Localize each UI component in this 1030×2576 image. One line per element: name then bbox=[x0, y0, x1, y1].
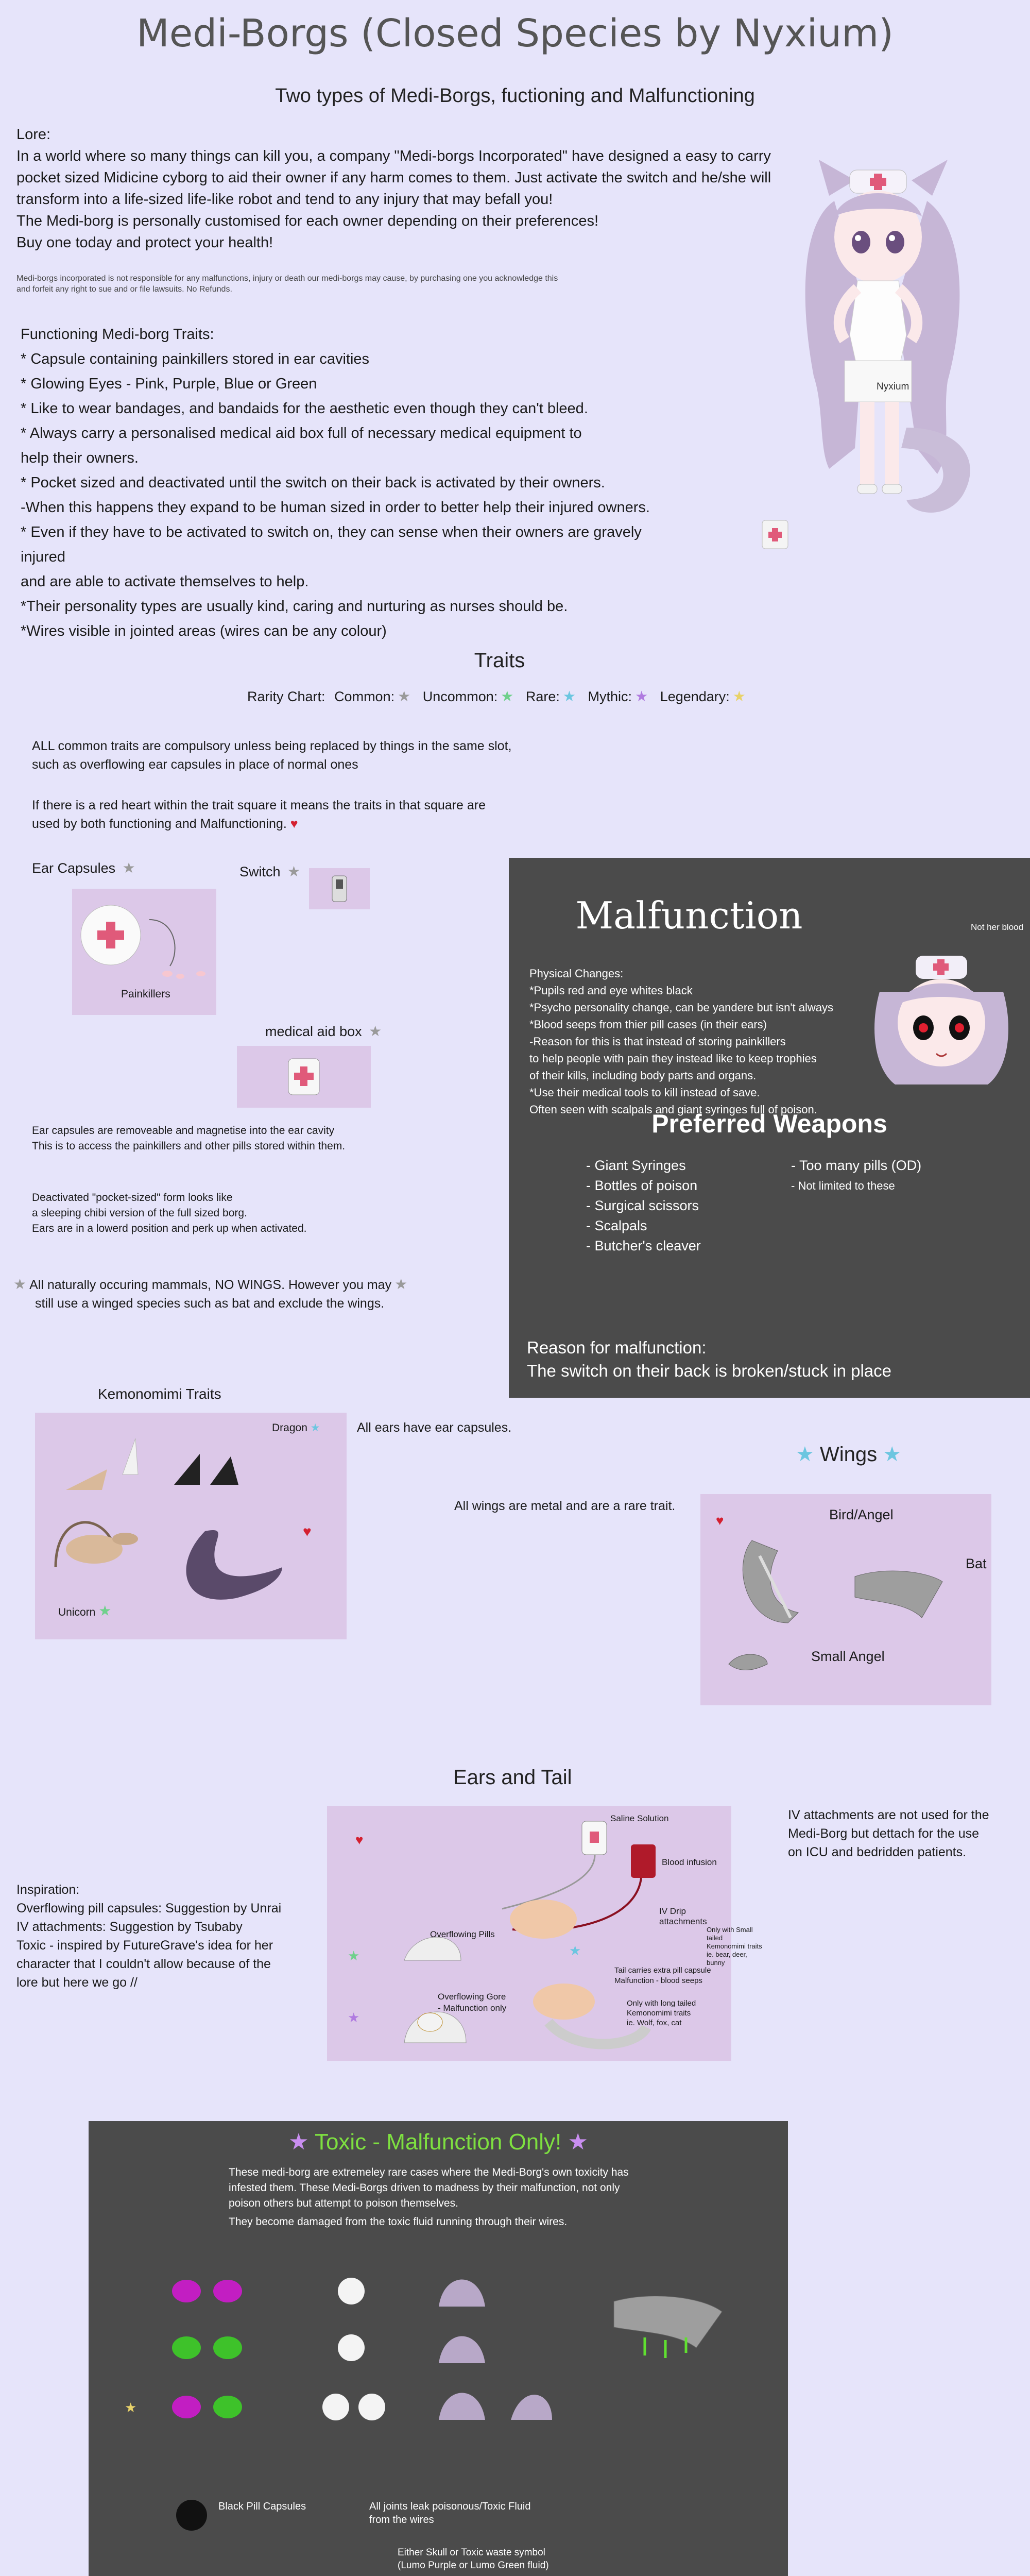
change-line: to help people with pain they instead like to keep trophies bbox=[529, 1052, 817, 1065]
rarity-prefix: Rarity Chart: bbox=[247, 689, 325, 704]
small-angel-label: Small Angel bbox=[811, 1649, 885, 1664]
trait-line: * Pocket sized and deactivated until the switch on their back is activated by their owners. bbox=[21, 474, 605, 491]
switch-panel bbox=[309, 868, 370, 909]
functioning-traits bbox=[21, 322, 690, 643]
common-star-icon: ★ bbox=[122, 860, 135, 876]
functioning-heading: Functioning Medi-borg Traits: bbox=[21, 326, 214, 343]
rarity-uncommon: Uncommon: bbox=[422, 689, 498, 704]
uncommon-star-icon: ★ bbox=[98, 1603, 112, 1619]
lore-line: In a world where so many things can kill you, a company "Medi-borgs Incorporated" have designed a easy to carry bbox=[16, 148, 771, 164]
inspiration-line: IV attachments: Suggestion by Tsubaby bbox=[16, 1920, 243, 1934]
uncommon-star-icon: ★ bbox=[501, 688, 514, 704]
wings-title: ★ Wings ★ bbox=[796, 1443, 902, 1466]
fine-print-line: and forfeit any right to sue and or file lawsuits. No Refunds. bbox=[16, 285, 232, 294]
trait-line: *Their personality types are usually kind, caring and nurturing as nurses should be. bbox=[21, 598, 568, 615]
inspiration-line: Overflowing pill capsules: Suggestion by Unrai bbox=[16, 1901, 282, 1916]
page-subtitle: Two types of Medi-Borgs, fuctioning and Malfunctioning bbox=[275, 85, 755, 107]
weapon-item: - Scalpals bbox=[586, 1218, 647, 1233]
change-line: *Use their medical tools to kill instead of save. bbox=[529, 1086, 760, 1099]
common-star-icon: ★ bbox=[398, 688, 411, 704]
note-line: Ear capsules are removeable and magnetise into the ear cavity bbox=[32, 1125, 335, 1137]
wings-panel bbox=[700, 1494, 991, 1705]
traits-title: Traits bbox=[474, 649, 525, 672]
note-line: If there is a red heart within the trait square it means the traits in that square are bbox=[32, 798, 486, 812]
svg-text:★: ★ bbox=[125, 2400, 137, 2415]
trait-line: * Always carry a personalised medical aid box full of necessary medical equipment to bbox=[21, 425, 582, 442]
lore-line: The Medi-borg is personally customised for each owner depending on their preferences! bbox=[16, 213, 599, 229]
lore-line: pocket sized Midicine cyborg to aid their owner if any harm comes to them. Just activate the switch and he/she will bbox=[16, 170, 771, 186]
heart-icon: ♥ bbox=[290, 817, 298, 831]
common-star-icon: ★ bbox=[287, 863, 301, 879]
lore-heading: Lore: bbox=[16, 126, 51, 143]
bat-label: Bat bbox=[966, 1556, 987, 1571]
rarity-chart bbox=[247, 688, 814, 705]
mythic-star-icon: ★ bbox=[288, 2129, 309, 2155]
not-her-blood-label: Not her blood bbox=[971, 922, 1024, 932]
black-pill-capsule bbox=[176, 2500, 207, 2531]
change-line: -Reason for this is that instead of storing painkillers bbox=[529, 1035, 786, 1048]
note-line: used by both functioning and Malfunctioning. bbox=[32, 817, 287, 831]
malfunction-panel bbox=[509, 858, 1030, 1398]
common-star-icon: ★ bbox=[13, 1276, 27, 1292]
trait-line: -When this happens they expand to be human sized in order to better help their injured owners. bbox=[21, 499, 650, 516]
character-illustration bbox=[742, 139, 1009, 562]
rarity-legendary: Legendary: bbox=[660, 689, 730, 704]
iv-drip-label: IV Drip attachments bbox=[659, 1906, 707, 1926]
svg-text:★: ★ bbox=[569, 1943, 581, 1958]
heart-note bbox=[32, 796, 598, 833]
fine-print bbox=[16, 273, 686, 295]
all-ears-note: All ears have ear capsules. bbox=[357, 1420, 512, 1435]
mammals-note bbox=[10, 1275, 474, 1313]
rare-star-icon: ★ bbox=[796, 1443, 814, 1466]
fine-print-line: Medi-borgs incorporated is not responsible for any malfunctions, injury or death our medi-borgs may cause, by purchasing one you acknowledge this bbox=[16, 274, 558, 283]
mythic-star-icon: ★ bbox=[568, 2129, 588, 2155]
toxic-title: ★ Toxic - Malfunction Only! ★ bbox=[288, 2129, 588, 2155]
unicorn-label: Unicorn ★ bbox=[58, 1603, 112, 1619]
trait-line: * Glowing Eyes - Pink, Purple, Blue or Green bbox=[21, 376, 317, 392]
change-line: *Psycho personality change, can be yandere but isn't always bbox=[529, 1001, 833, 1014]
weapon-item: - Surgical scissors bbox=[586, 1198, 699, 1213]
character-name: Nyxium bbox=[877, 381, 909, 392]
small-tailed-note: Only with Small tailed Kemonomimi traits ie. bear, deer, bunny bbox=[707, 1926, 762, 1967]
inspiration-section bbox=[16, 1880, 305, 1992]
physical-changes bbox=[529, 965, 859, 1118]
note-line: ALL common traits are compulsory unless being replaced by things in the same slot, bbox=[32, 739, 512, 753]
ear-capsules-label: Ear Capsules ★ bbox=[32, 860, 135, 876]
trait-line: * Capsule containing painkillers stored in ear cavities bbox=[21, 351, 370, 367]
wings-note: All wings are metal and are a rare trait. bbox=[454, 1499, 676, 1513]
ears-tail-title: Ears and Tail bbox=[453, 1766, 572, 1789]
common-traits-note bbox=[32, 737, 598, 774]
inspiration-line: Toxic - inspired by FutureGrave's idea for her bbox=[16, 1938, 273, 1953]
reason-label: Reason for malfunction: bbox=[527, 1338, 707, 1357]
kemonomimi-title: Kemonomimi Traits bbox=[98, 1386, 221, 1402]
saline-label: Saline Solution bbox=[610, 1814, 669, 1823]
page-title: Medi-Borgs (Closed Species by Nyxium) bbox=[136, 11, 894, 56]
pocket-note bbox=[32, 1190, 495, 1236]
overflowing-pills-label: Overflowing Pills bbox=[430, 1929, 495, 1939]
note-line: a sleeping chibi version of the full sized borg. bbox=[32, 1207, 247, 1219]
weapon-item: - Giant Syringes bbox=[586, 1158, 686, 1173]
kemonomimi-panel bbox=[35, 1413, 347, 1639]
medical-aid-box-label: medical aid box ★ bbox=[265, 1023, 382, 1039]
note-line: Deactivated "pocket-sized" form looks like bbox=[32, 1192, 233, 1204]
weapon-item: - Not limited to these bbox=[791, 1179, 895, 1192]
common-star-icon: ★ bbox=[369, 1023, 382, 1039]
note-line: This is to access the painkillers and other pills stored within them. bbox=[32, 1140, 346, 1152]
change-line: of their kills, including body parts and organs. bbox=[529, 1069, 757, 1082]
legendary-star-icon: ★ bbox=[732, 688, 746, 704]
blood-infusion-label: Blood infusion bbox=[662, 1857, 717, 1867]
svg-text:★: ★ bbox=[348, 2010, 360, 2025]
weapon-item: - Butcher's cleaver bbox=[586, 1238, 701, 1253]
rarity-mythic: Mythic: bbox=[588, 689, 632, 704]
tail-carries-note: Tail carries extra pill capsule Malfunction - blood seeps bbox=[614, 1966, 711, 1985]
ear-capsules-panel bbox=[72, 889, 216, 1015]
weapons-left bbox=[586, 1156, 701, 1256]
switch-label: Switch ★ bbox=[239, 863, 301, 879]
mythic-star-icon: ★ bbox=[635, 688, 648, 704]
dragon-label: Dragon ★ bbox=[272, 1422, 320, 1434]
malfunction-reason bbox=[527, 1336, 891, 1382]
rare-star-icon: ★ bbox=[310, 1422, 320, 1434]
lore-line: transform into a life-sized life-like robot and tend to any injury that may befall you! bbox=[16, 191, 553, 208]
toxic-description: These medi-borg are extremeley rare cases where the Medi-Borg's own toxicity has infested them. These Medi-Borgs driven to madness by their malfunction, not only poison others but attempt to poison themselves. They become damaged from the toxic fluid running through their wires. bbox=[229, 2166, 629, 2228]
painkillers-label: Painkillers bbox=[121, 988, 170, 1000]
svg-text:★: ★ bbox=[348, 1948, 360, 1963]
change-line: Often seen with scalpals and giant syringes full of poison. bbox=[529, 1103, 817, 1116]
weapon-item: - Too many pills (OD) bbox=[791, 1158, 922, 1173]
inspiration-line: character that I couldn't allow because of the bbox=[16, 1957, 271, 1971]
rare-star-icon: ★ bbox=[883, 1443, 902, 1466]
lore-line: Buy one today and protect your health! bbox=[16, 234, 273, 251]
trait-line: and are able to activate themselves to help. bbox=[21, 573, 309, 590]
trait-line: help their owners. bbox=[21, 450, 139, 466]
symbol-note: Either Skull or Toxic waste symbol (Lumo Purple or Lumo Green fluid) bbox=[398, 2547, 549, 2571]
trait-line: * Even if they have to be activated to switch on, they can sense when their owners are gravely injured bbox=[21, 524, 642, 565]
rarity-rare: Rare: bbox=[525, 689, 560, 704]
rare-star-icon: ★ bbox=[562, 688, 576, 704]
svg-text:♥: ♥ bbox=[303, 1523, 312, 1539]
physical-heading: Physical Changes: bbox=[529, 967, 624, 980]
weapons-right bbox=[791, 1156, 921, 1196]
reason-text: The switch on their back is broken/stuck in place bbox=[527, 1361, 892, 1380]
weapons-title: Preferred Weapons bbox=[651, 1109, 887, 1138]
svg-text:♥: ♥ bbox=[355, 1832, 364, 1848]
aid-box-panel bbox=[237, 1046, 371, 1108]
trait-line: *Wires visible in jointed areas (wires can be any colour) bbox=[21, 623, 387, 639]
malfunction-title: Malfunction bbox=[575, 894, 803, 937]
trait-line: * Like to wear bandages, and bandaids for the aesthetic even though they can't bleed. bbox=[21, 400, 588, 417]
note-line: All naturally occuring mammals, NO WINGS. However you may bbox=[29, 1278, 392, 1292]
toxic-panel bbox=[89, 2121, 788, 2576]
bird-angel-label: Bird/Angel bbox=[829, 1507, 894, 1522]
long-tailed-note: Only with long tailed Kemonomimi traits ie. Wolf, fox, cat bbox=[627, 1999, 696, 2027]
common-star-icon: ★ bbox=[394, 1276, 408, 1292]
weapon-item: - Bottles of poison bbox=[586, 1178, 698, 1193]
inspiration-heading: Inspiration: bbox=[16, 1883, 80, 1897]
note-line: such as overflowing ear capsules in place of normal ones bbox=[32, 757, 358, 772]
iv-note: IV attachments are not used for the Medi-Borg but dettach for the use on ICU and bedridden patients. bbox=[788, 1808, 989, 1859]
lore-section bbox=[16, 124, 774, 253]
overflowing-gore-label: Overflowing Gore - Malfunction only bbox=[438, 1992, 507, 2013]
rarity-common: Common: bbox=[334, 689, 395, 704]
change-line: *Blood seeps from thier pill cases (in their ears) bbox=[529, 1018, 767, 1031]
note-line: still use a winged species such as bat and exclude the wings. bbox=[35, 1296, 385, 1311]
change-line: *Pupils red and eye whites black bbox=[529, 984, 693, 997]
ears-tail-panel bbox=[327, 1806, 762, 2061]
black-pill-label: Black Pill Capsules bbox=[218, 2501, 306, 2512]
note-line: Ears are in a lowerd position and perk up when activated. bbox=[32, 1223, 307, 1234]
joints-note: All joints leak poisonous/Toxic Fluid from the wires bbox=[369, 2501, 531, 2526]
malfunction-portrait bbox=[859, 945, 1024, 1084]
inspiration-line: lore but here we go // bbox=[16, 1975, 138, 1990]
capsule-note bbox=[32, 1123, 495, 1154]
svg-text:♥: ♥ bbox=[716, 1513, 724, 1528]
